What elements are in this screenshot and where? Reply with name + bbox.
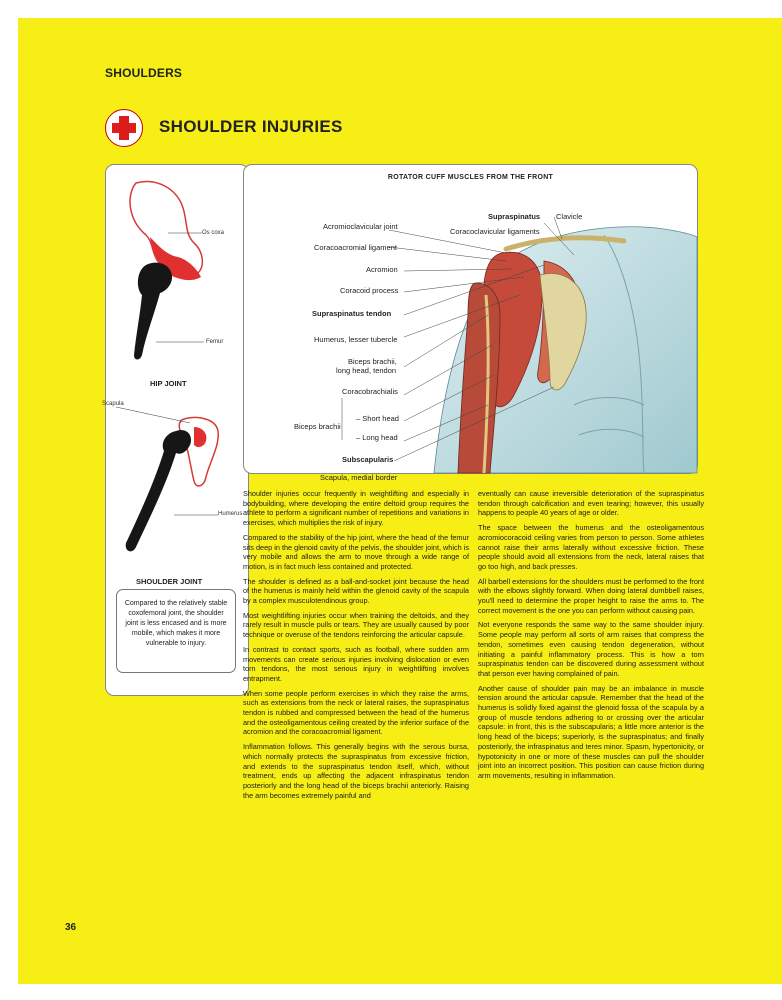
label-biceps-long-head-line2: long head, tendon <box>336 366 397 375</box>
hip-joint-caption: HIP JOINT <box>150 379 187 388</box>
label-biceps-long-head-line1: Biceps brachii, <box>348 357 397 366</box>
body-column-right <box>478 489 704 786</box>
shoulder-joint-caption: SHOULDER JOINT <box>136 577 203 586</box>
label-acromion: Acromion <box>366 265 398 274</box>
figure-title: ROTATOR CUFF MUSCLES FROM THE FRONT <box>387 174 554 181</box>
label-supraspinatus: Supraspinatus <box>488 212 541 221</box>
paragraph: In contrast to contact sports, such as football, where sudden arm movements can create serious injuries involving dislocation or even torn tendons, the most serious injury in weightlifting involves entrapment. <box>243 644 469 683</box>
paragraph: Inflammation follows. This generally begins with the serous bursa, which normally protects the supraspinatus from excessive friction, and extends to the supraspinatus tendon itself, which, without treatment, ends up affecting the adjacent infraspinatus tendon posteriorly and the long head of the biceps brachii anteriorly. Raising the arm becomes extremely painful and <box>243 742 469 800</box>
label-coracobrachialis: Coracobrachialis <box>342 387 398 396</box>
label-clavicle: Clavicle <box>556 212 583 221</box>
paragraph: Most weightlifting injuries occur when training the deltoids, and they rarely result in muscle pulls or tears. They are usually caused by poor technique or overuse of the tendons reinforcing the articular capsule. <box>243 610 469 640</box>
label-short-head: – Short head <box>356 414 399 423</box>
section-tag: SHOULDERS <box>105 66 183 80</box>
first-aid-cross-icon <box>105 109 143 147</box>
paragraph: Not everyone responds the same way to the same shoulder injury. Some people may perform all sorts of arm raises that compress the tendon, sometimes even causing tendon degeneration, without initiating a painful inflammatory process. This is how a torn supraspinatus tendon can be discovered during assessment without that person ever having complained of pain. <box>478 620 704 678</box>
paragraph: eventually can cause irreversible deterioration of the supraspinatus tendon through calcification and even tearing; however, this usually happens to people 40 years of age or older. <box>478 489 704 518</box>
hip-and-shoulder-illustration <box>106 165 248 585</box>
paragraph: Another cause of shoulder pain may be an imbalance in muscle tension around the articular capsule. Remember that the head of the humerus is solidly fixed against the glenoid fossa of the scapula by a group of muscle tendons adhering to or crossing over the articular capsule: in front, this is the subscapularis; a little more anterior is the long head of the biceps; superiorly, is the supraspinatus; and finally posteriorly, the infraspinatus and teres minor. Spasm, hypertonicity, or hypotonicity in one or more of these muscles can pull the shoulder joint into an incorrect position. This position can cause friction during arm movements, resulting in inflammation. <box>478 683 704 780</box>
label-acromioclavicular-joint: Acromioclavicular joint <box>323 222 398 231</box>
paragraph: The shoulder is defined as a ball-and-socket joint because the head of the humerus is mainly held within the glenoid cavity of the scapula by a complex musculotendinous group. <box>243 576 469 606</box>
comparison-note-text: Compared to the relatively stable coxofemoral joint, the shoulder joint is less encased and is more mobile, which makes it more vulnerable to injury. <box>124 600 228 647</box>
paragraph: Shoulder injuries occur frequently in weightlifting and especially in bodybuilding, where developing the entire deltoid group requires the athlete to perform a significant number of repetitions and variations in exercises, which multiplies the risk of injury. <box>243 489 469 528</box>
label-coracoclavicular-ligaments: Coracoclavicular ligaments <box>450 227 540 236</box>
page <box>18 18 782 984</box>
paragraph: The space between the humerus and the osteoligamentous acromiocoracoid ceiling varies from person to person. Some athletes cannot raise their arms laterally without excessive friction. These people should avoid all extensions from the neck, lateral raises that go too high, and back presses. <box>478 523 704 571</box>
rotator-cuff-figure <box>243 164 698 482</box>
label-long-head-text: Long head <box>362 433 398 442</box>
scapula-label: Scapula <box>102 401 124 407</box>
label-short-head-text: Short head <box>362 414 399 423</box>
label-subscapularis: Subscapularis <box>342 455 394 464</box>
paragraph: When some people perform exercises in which they raise the arms, such as extensions from the neck or lateral raises, the supraspinatus tendon is rubbed and compressed between the head of the humerus and the osteoligamentous ceiling created by the inferior surface of the acromion and the coracoacromial ligament. <box>243 688 469 737</box>
label-supraspinatus-tendon: Supraspinatus tendon <box>312 309 392 318</box>
label-scapula-medial-border: Scapula, medial border <box>320 473 398 482</box>
page-number: 36 <box>65 922 77 933</box>
label-long-head: – Long head <box>356 433 398 442</box>
label-biceps-brachii: Biceps brachii <box>294 422 341 431</box>
label-coracoid-process: Coracoid process <box>340 286 399 295</box>
comparison-note <box>116 589 236 673</box>
os-coxa-label: Os coxa <box>202 230 225 236</box>
body-column-left <box>243 489 469 805</box>
label-coracoacromial-ligament: Coracoacromial ligament <box>314 243 397 252</box>
paragraph: Compared to the stability of the hip joint, where the head of the femur sits deep in the glenoid cavity of the pelvis, the shoulder joint, which is very mobile and allows the arm to move through a wide range of motion, is in fact much less contained and protected. <box>243 532 469 571</box>
page-title: SHOULDER INJURIES <box>159 117 343 136</box>
label-humerus-lesser-tubercle: Humerus, lesser tubercle <box>314 335 398 344</box>
paragraph: All barbell extensions for the shoulders must be performed to the front with the elbows slightly forward. When doing lateral dumbbell raises, you'll need to determine the proper height to raise the arms to. The correct movement is the one you can perform without causing pain. <box>478 576 704 615</box>
joint-comparison-panel <box>102 164 249 696</box>
femur-label: Femur <box>206 339 224 345</box>
humerus-label: Humerus <box>218 511 243 517</box>
